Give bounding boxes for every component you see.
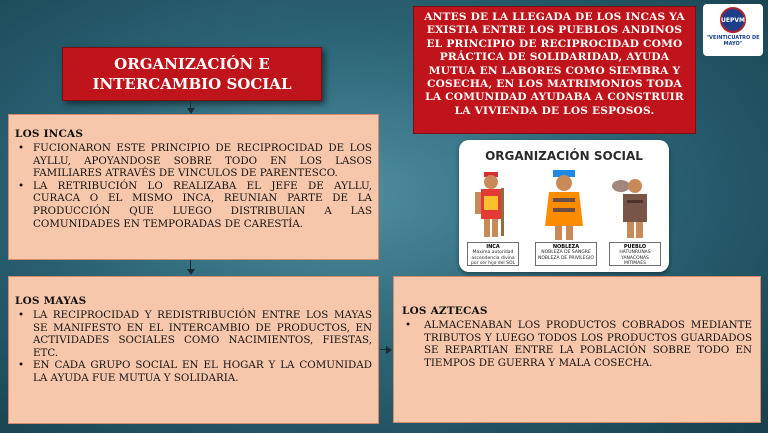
shield-icon (720, 7, 746, 33)
list-item: • ALMACENABAN LOS PRODUCTOS COBRADOS MEDIANTE TRIBUTOS Y LUEGO TODOS LOS PRODUCTOS GUARDADOS SE REPARTIAN ENTRE LA POBLACIÓN SOBRE TODO EN TIEMPOS DE GUERRA Y MALA COSECHA. (402, 319, 752, 369)
list-item: • LA RECIPROCIDAD Y REDISTRIBUCIÓN ENTRE LOS MAYAS SE MANIFESTO EN EL INTERCAMBIO DE PRODUCTOS, EN ACTIVIDADES SOCIALES COMO NACIMIENTOS, FIESTAS, ETC. (15, 309, 372, 359)
connector-arrow-mayas (187, 269, 195, 275)
caption-pueblo-label: PUEBLO (623, 244, 647, 250)
mayas-list (15, 309, 372, 385)
noble-figure-icon (539, 168, 589, 242)
mayas-heading: LOS MAYAS (15, 295, 87, 307)
title-line-1: ORGANIZACIÓN E (114, 55, 270, 73)
title-line-2: INTERCAMBIO SOCIAL (92, 75, 292, 93)
social-organization-illustration (459, 140, 669, 272)
aztecas-heading: LOS AZTECAS (402, 305, 488, 317)
caption-inca-label: INCA (486, 244, 500, 250)
logo-name: UEPVM (721, 16, 745, 24)
page-title (62, 47, 322, 101)
caption-nobleza-text: NOBLEZA DE SANGRE NOBLEZA DE PRIVILEGIO (538, 250, 594, 261)
incas-heading: LOS INCAS (15, 128, 84, 140)
caption-nobleza-label: NOBLEZA (552, 244, 580, 250)
commoner-figure-icon (609, 172, 657, 242)
caption-inca-text: Máxima autoridad ascendencia divina por ser hijo del SOL (470, 250, 516, 266)
caption-nobleza (535, 242, 597, 266)
caption-pueblo (609, 242, 661, 266)
incas-panel (8, 114, 379, 260)
aztecas-list (402, 319, 752, 369)
list-item: • FUCIONARON ESTE PRINCIPIO DE RECIPROCIDAD DE LOS AYLLU, APOYANDOSE SOBRE TODO EN LOS LASOS FAMILIARES ATRAVÉS DE VINCULOS DE PARENTESCO. (15, 142, 372, 180)
intro-box: ANTES DE LA LLEGADA DE LOS INCAS YA EXISTIA ENTRE LOS PUEBLOS ANDINOS EL PRINCIPIO DE RECIPROCIDAD COMO PRÁCTICA DE SOLIDARIDAD, AYUDA MUTUA EN LABORES COMO SIEMBRA Y COSECHA, EN LOS MATRIMONIOS TODA LA COMUNIDAD AYUDABA A CONSTRUIR LA VIVIENDA DE LOS ESPOSOS. (413, 6, 696, 134)
mayas-panel (8, 276, 379, 424)
school-logo (703, 4, 763, 56)
caption-pueblo-text: HATUNRUNAS YANACONAS MITIMAES (619, 250, 651, 266)
caption-inca (467, 242, 519, 266)
aztecas-panel (393, 276, 761, 423)
list-item: • EN CADA GRUPO SOCIAL EN EL HOGAR Y LA COMUNIDAD LA AYUDA FUE MUTUA Y SOLIDARIA. (15, 359, 372, 384)
inca-figure-icon (471, 170, 511, 242)
list-item: • LA RETRIBUCIÓN LO REALIZABA EL JEFE DE AYLLU, CURACA O EL MISMO INCA, REUNIAN PARTE DE LA PRODUCCIÓN QUE LUEGO DISTRIBUIAN A LAS COMUNIDADES EN TEMPORADAS DE CARESTÍA. (15, 180, 372, 230)
illustration-title: ORGANIZACIÓN SOCIAL (485, 149, 643, 163)
incas-list (15, 142, 372, 230)
connector-arrow-aztecas (386, 346, 392, 354)
logo-motto: "VEINTICUATRO DE MAYO" (706, 35, 760, 47)
